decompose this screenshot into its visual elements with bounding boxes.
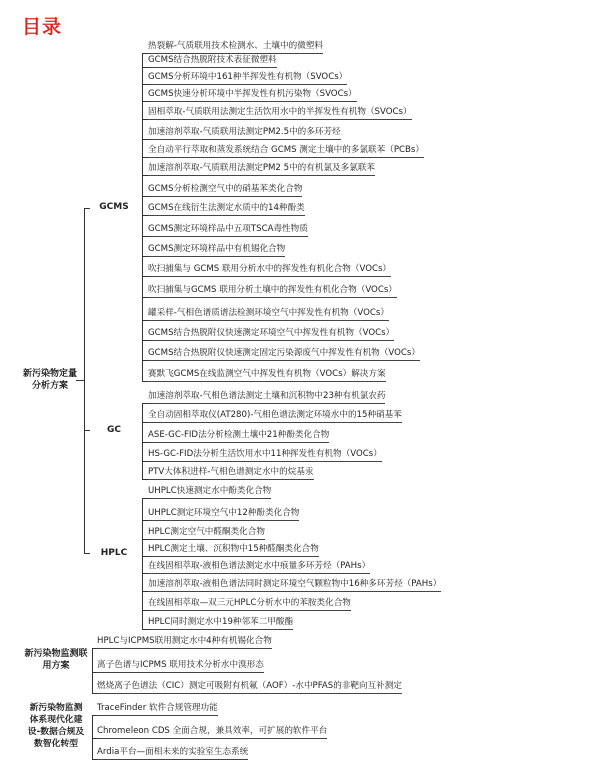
gc-toc-item[interactable]: ASE-GC-FID法分析检测土壤中21种酚类化合物: [148, 430, 329, 443]
gcms-toc-item[interactable]: GCMS分析检测空气中的硝基苯类化合物: [148, 184, 302, 197]
digital-toc-item[interactable]: Ardia平台—面相未来的实验室生态系统: [97, 747, 248, 760]
bracket-tick-gcms: [84, 208, 90, 209]
hplc-toc-item[interactable]: 在线固相萃取—双三元HPLC分析水中的苯胺类化合物: [148, 598, 351, 611]
gcms-toc-item[interactable]: GCMS分析环境中161种半挥发性有机物（SVOCs）: [148, 72, 347, 85]
hplc-toc-item[interactable]: HPLC同时测定水中19种邻苯二甲酸酯: [148, 617, 293, 630]
digital-toc-item[interactable]: Chromeleon CDS 全面合规，兼具效率，可扩展的软件平台: [97, 726, 327, 739]
gcms-toc-item[interactable]: 加速溶剂萃取-气质联用法测定PM2 5中的有机氯及多氯联苯: [148, 163, 375, 176]
gcms-toc-item[interactable]: 固相萃取-气质联用法测定生活饮用水中的半挥发性有机物（SVOCs）: [148, 107, 412, 120]
gcms-toc-item[interactable]: GCMS测定环境样品中有机锡化合物: [148, 244, 285, 257]
hplc-toc-item[interactable]: 加速溶剂萃取-液相色谱法同时测定环境空气颗粒物中16种多环芳烃（PAHs）: [148, 579, 441, 592]
gc-toc-item[interactable]: PTV大体积进样-气相色谱测定水中的烷基汞: [148, 467, 314, 480]
gcms-toc-item[interactable]: 吹扫捕集与 GCMS 联用分析水中的挥发性有机化合物（VOCs）: [148, 264, 391, 277]
connector-vertical: [92, 715, 93, 759]
digital-label-line: 设-数据合规及: [27, 727, 85, 737]
digital-label-line: 体系现代化建: [29, 715, 83, 725]
gcms-toc-item[interactable]: GCMS结合热脱附仪快速测定环境空气中挥发性有机物（VOCs）: [148, 328, 394, 341]
main-bracket-vertical: [84, 208, 85, 553]
hplc-toc-item[interactable]: HPLC测定空气中醛酮类化合物: [148, 527, 265, 540]
gc-toc-item[interactable]: 加速溶剂萃取-气相色谱法测定土壤和沉积物中23种有机氯农药: [148, 391, 385, 404]
gcms-toc-item[interactable]: 吹扫捕集与GCMS 联用分析土壤中的挥发性有机化合物（VOCs）: [148, 285, 397, 298]
digital-label-line: 新污染物监测: [29, 703, 83, 713]
page-title: 目录: [22, 16, 63, 38]
main-category-label: [20, 368, 80, 392]
hplc-toc-item[interactable]: HPLC测定土壤、沉积物中15种醛酮类化合物: [148, 544, 319, 557]
gcms-toc-item[interactable]: 热裂解-气质联用技术检测水、土壤中的微塑料: [148, 41, 323, 54]
gcms-toc-item[interactable]: 赛默飞GCMS在线监测空气中挥发性有机物（VOCs）解决方案: [148, 369, 386, 382]
hplc-toc-item[interactable]: UHPLC测定环境空气中12种酚类化合物: [148, 508, 299, 521]
gc-label: GC: [107, 425, 121, 435]
connector-vertical: [142, 498, 143, 629]
gcms-toc-item[interactable]: 全自动平行萃取和蒸发系统结合 GCMS 测定土壤中的多氯联苯（PCBs）: [148, 145, 424, 158]
gcms-toc-item[interactable]: GCMS结合热脱附仪快速测定固定污染源废气中挥发性有机物（VOCs）: [148, 348, 420, 361]
gcms-toc-item[interactable]: GCMS结合热脱附技术表征微塑料: [148, 55, 277, 68]
connector-vertical: [142, 53, 143, 381]
monitor-toc-item[interactable]: 燃烧离子色谱法（CIC）测定可吸附有机氟（AOF）-水中PFAS的非靶向互补测定: [97, 681, 402, 694]
bracket-tick-hplc: [84, 553, 90, 554]
bracket-tick-gc: [84, 430, 90, 431]
gcms-toc-item[interactable]: 罐采样-气相色谱质谱法检测环境空气中挥发性有机物（VOCs）: [148, 308, 389, 321]
gcms-toc-item[interactable]: 加速溶剂萃取-气质联用法测定PM2.5中的多环芳烃: [148, 127, 341, 140]
monitor-label: 新污染物监测联用方案: [24, 649, 88, 671]
main-category-text: 新污染物定量分析方案: [22, 369, 77, 391]
gcms-label: GCMS: [99, 202, 129, 212]
digital-toc-item[interactable]: TraceFinder 软件合规管理功能: [97, 703, 218, 716]
monitor-toc-item[interactable]: 离子色谱与ICPMS 联用技术分析水中溴形态: [97, 660, 264, 673]
hplc-toc-item[interactable]: 在线固相萃取-液相色谱法测定水中痕量多环芳烃（PAHs）: [148, 561, 370, 574]
gc-toc-item[interactable]: HS-GC-FID法分析生活饮用水中11种挥发性有机物（VOCs）: [148, 449, 382, 462]
digital-label-line: 数智化转型: [34, 739, 78, 749]
connector-vertical: [142, 403, 143, 479]
gcms-toc-item[interactable]: GCMS快速分析环境中半挥发性有机污染物（SVOCs）: [148, 89, 357, 102]
gcms-toc-item[interactable]: GCMS测定环境样品中五项TSCA毒性物质: [148, 224, 308, 237]
hplc-label: HPLC: [100, 548, 128, 558]
digital-label: [22, 702, 90, 750]
gc-toc-item[interactable]: 全自动固相萃取仪(AT280)-气相色谱法测定环境水中的15种硝基苯: [148, 410, 402, 423]
gcms-toc-item[interactable]: GCMS在线衍生法测定水质中的14种酚类: [148, 203, 305, 216]
monitor-toc-item[interactable]: HPLC与ICPMS联用测定水中4种有机锡化合物: [97, 636, 272, 649]
connector-vertical: [92, 648, 93, 693]
hplc-toc-item[interactable]: UHPLC快速测定水中酚类化合物: [148, 486, 271, 499]
